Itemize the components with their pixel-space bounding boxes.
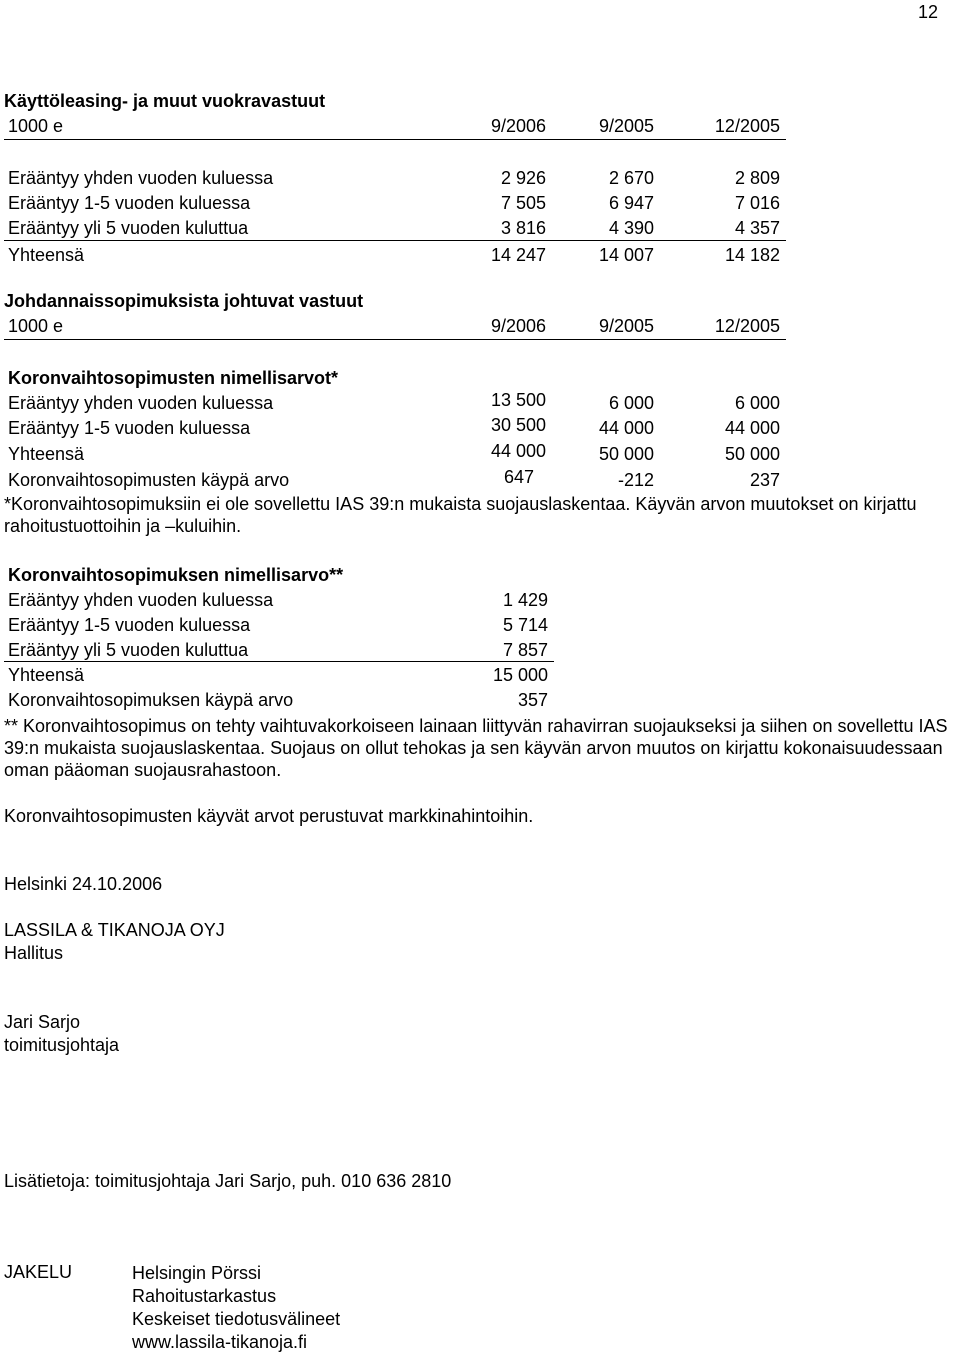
cell-value: 2 670 xyxy=(608,168,654,188)
cell-value: 4 390 xyxy=(608,218,654,238)
cell-value: 237 xyxy=(749,470,780,490)
list-item: Rahoitustarkastus xyxy=(132,1286,277,1306)
table-row xyxy=(0,218,786,240)
cell-value: 357 xyxy=(517,690,548,710)
swap-title-row xyxy=(0,565,554,587)
derivatives-footnote: *Koronvaihtosopimuksiin ei ole sovellettu IAS 39:n mukaista suojauslaskentaa. Käyvän arvon muutokset on kirjattu rahoitustuottoihin ja –kuluihin. xyxy=(4,494,917,536)
swap-title: Koronvaihtosopimuksen nimellisarvo** xyxy=(8,565,344,585)
row-label: Erääntyy yli 5 vuoden kuluttua xyxy=(8,640,249,660)
row-label: Erääntyy 1-5 vuoden kuluessa xyxy=(8,615,251,635)
unit-label: 1000 e xyxy=(8,116,64,136)
place-date: Helsinki 24.10.2006 xyxy=(4,874,163,894)
distribution-list xyxy=(132,1262,340,1354)
distribution-label: JAKELU xyxy=(4,1262,73,1282)
row-label: Koronvaihtosopimuksen käypä arvo xyxy=(8,690,294,710)
total-rule xyxy=(4,661,554,662)
table-row xyxy=(0,415,786,440)
row-label: Erääntyy yhden vuoden kuluessa xyxy=(8,168,274,188)
cell-value: 647 xyxy=(503,467,534,487)
cell-value: 7 857 xyxy=(502,640,548,660)
cell-value: 2 926 xyxy=(500,168,546,188)
signer-name: Jari Sarjo xyxy=(4,1012,81,1032)
col-header: 9/2006 xyxy=(490,116,546,136)
cell-value: 50 000 xyxy=(598,444,654,464)
cell-value: 15 000 xyxy=(492,665,548,685)
unit-label: 1000 e xyxy=(8,316,64,336)
table-row-total xyxy=(0,441,786,466)
table-row xyxy=(0,615,554,637)
contact-info: Lisätietoja: toimitusjohtaja Jari Sarjo, puh. 010 636 2810 xyxy=(4,1171,452,1191)
table-row xyxy=(0,168,786,190)
derivatives-header-row xyxy=(0,316,786,338)
row-label: Yhteensä xyxy=(8,444,85,464)
signer-title: toimitusjohtaja xyxy=(4,1035,120,1055)
page-number: 12 xyxy=(917,2,938,22)
cell-value: 44 000 xyxy=(724,418,780,438)
table-row xyxy=(0,690,554,712)
table-row-total xyxy=(0,665,554,687)
cell-value: 50 000 xyxy=(724,444,780,464)
list-item: Helsingin Pörssi xyxy=(132,1263,262,1283)
cell-value: 44 000 xyxy=(598,418,654,438)
row-label: Erääntyy yhden vuoden kuluessa xyxy=(8,393,274,413)
derivatives-table xyxy=(0,316,786,496)
cell-value: 13 500 xyxy=(490,390,546,410)
col-header: 9/2006 xyxy=(490,316,546,336)
row-label: Erääntyy yli 5 vuoden kuluttua xyxy=(8,218,249,238)
swap-table xyxy=(0,565,554,715)
row-label: Yhteensä xyxy=(8,665,85,685)
cell-value: 14 007 xyxy=(598,245,654,265)
header-rule xyxy=(4,139,786,140)
table-row xyxy=(0,467,786,492)
cell-value: 14 182 xyxy=(724,245,780,265)
leasing-header-row xyxy=(0,116,786,138)
cell-value: 2 809 xyxy=(734,168,780,188)
derivatives-title: Johdannaissopimuksista johtuvat vastuut xyxy=(4,291,364,311)
table-row-total xyxy=(0,245,786,267)
cell-value: 6 947 xyxy=(608,193,654,213)
row-label: Koronvaihtosopimusten käypä arvo xyxy=(8,470,290,490)
cell-value: 7 505 xyxy=(500,193,546,213)
row-label: Yhteensä xyxy=(8,245,85,265)
cell-value: 30 500 xyxy=(490,415,546,435)
table-row xyxy=(0,640,554,662)
col-header: 12/2005 xyxy=(714,316,780,336)
cell-value: 1 429 xyxy=(502,590,548,610)
table-row xyxy=(0,590,554,612)
col-header: 9/2005 xyxy=(598,116,654,136)
header-rule xyxy=(4,339,786,340)
list-item: Keskeiset tiedotusvälineet xyxy=(132,1309,341,1329)
company-name: LASSILA & TIKANOJA OYJ xyxy=(4,920,225,940)
cell-value: 7 016 xyxy=(734,193,780,213)
derivatives-subtitle: Koronvaihtosopimusten nimellisarvot* xyxy=(8,368,339,388)
cell-value: -212 xyxy=(617,470,654,490)
row-label: Erääntyy 1-5 vuoden kuluessa xyxy=(8,193,251,213)
swap-footnote: ** Koronvaihtosopimus on tehty vaihtuvakorkoiseen lainaan liittyvän rahavirran suojaukseksi ja siihen on sovellettu IAS 39:n mukaista suojauslaskentaa. Suojaus on ollut tehokas ja sen käyvän arvon muutos on kirjattu kokonaisuudessaan oman pääoman suojausrahastoon. xyxy=(4,716,948,780)
list-item: www.lassila-tikanoja.fi xyxy=(132,1332,308,1352)
cell-value: 44 000 xyxy=(490,441,546,461)
derivatives-subtitle-row xyxy=(0,368,786,390)
row-label: Erääntyy yhden vuoden kuluessa xyxy=(8,590,274,610)
row-label: Erääntyy 1-5 vuoden kuluessa xyxy=(8,418,251,438)
col-header: 12/2005 xyxy=(714,116,780,136)
col-header: 9/2005 xyxy=(598,316,654,336)
cell-value: 6 000 xyxy=(608,393,654,413)
total-rule xyxy=(4,240,786,241)
table-row xyxy=(0,390,786,415)
market-note: Koronvaihtosopimusten käyvät arvot perustuvat markkinahintoihin. xyxy=(4,806,534,826)
cell-value: 3 816 xyxy=(500,218,546,238)
leasing-title: Käyttöleasing- ja muut vuokravastuut xyxy=(4,91,326,111)
leasing-table xyxy=(0,116,786,268)
cell-value: 5 714 xyxy=(502,615,548,635)
cell-value: 14 247 xyxy=(490,245,546,265)
table-row xyxy=(0,193,786,215)
cell-value: 4 357 xyxy=(734,218,780,238)
board-label: Hallitus xyxy=(4,943,64,963)
cell-value: 6 000 xyxy=(734,393,780,413)
